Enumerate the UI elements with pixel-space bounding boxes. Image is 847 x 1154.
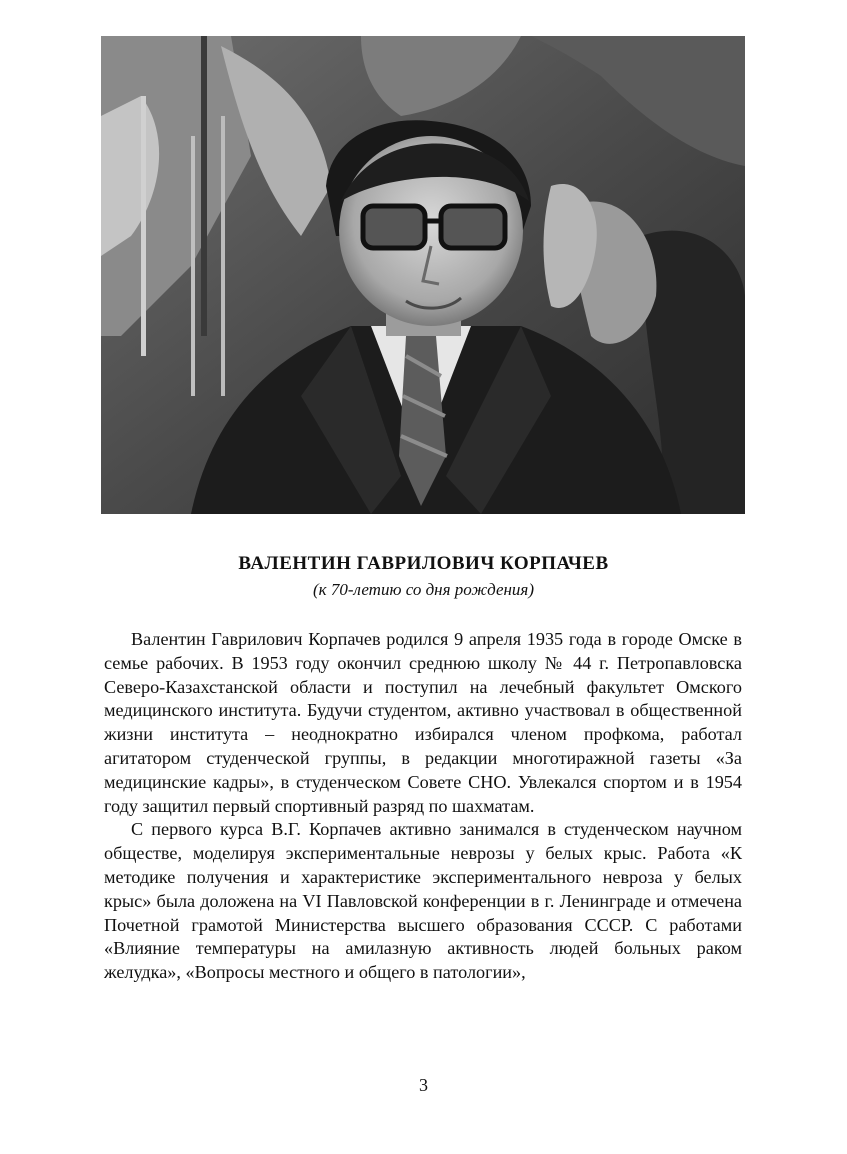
portrait-photo [101, 36, 745, 514]
article-title: ВАЛЕНТИН ГАВРИЛОВИЧ КОРПАЧЕВ [238, 553, 609, 574]
page-number: 3 [419, 1075, 428, 1095]
portrait-photo-image [101, 36, 745, 514]
paragraph-1: Валентин Гаврилович Корпачев родился 9 апреля 1935 года в городе Омске в семье рабочих. В 1953 году окончил среднюю школу № 44 г. Петропавловска Северо-Казахстанской области и поступил на лечебный факультет Омского медицинского института. Будучи студентом, активно участвовал в общественной жизни института – неоднократно избирался членом профкома, работал агитатором студенческой группы, в редакции многотиражной газеты «За медицинские кадры», в студенческом Совете СНО. Увлекался спортом и в 1954 году защитил первый спортивный разряд по шахматам. [104, 629, 742, 816]
article-body [104, 628, 742, 985]
paragraph-2: С первого курса В.Г. Корпачев активно занимался в студенческом научном обществе, моделируя экспериментальные неврозы у белых крыс. Работа «К методике получения и характеристике экспериментального невроза у белых крыс» была доложена на VI Павловской конференции в г. Ленинграде и отмечена Почетной грамотой Министерства высшего образования СССР. С работами «Влияние температуры на амилазную активность людей больных раком желудка», «Вопросы местного и общего в патологии», [104, 819, 742, 983]
article-subtitle: (к 70-летию со дня рождения) [313, 580, 534, 599]
